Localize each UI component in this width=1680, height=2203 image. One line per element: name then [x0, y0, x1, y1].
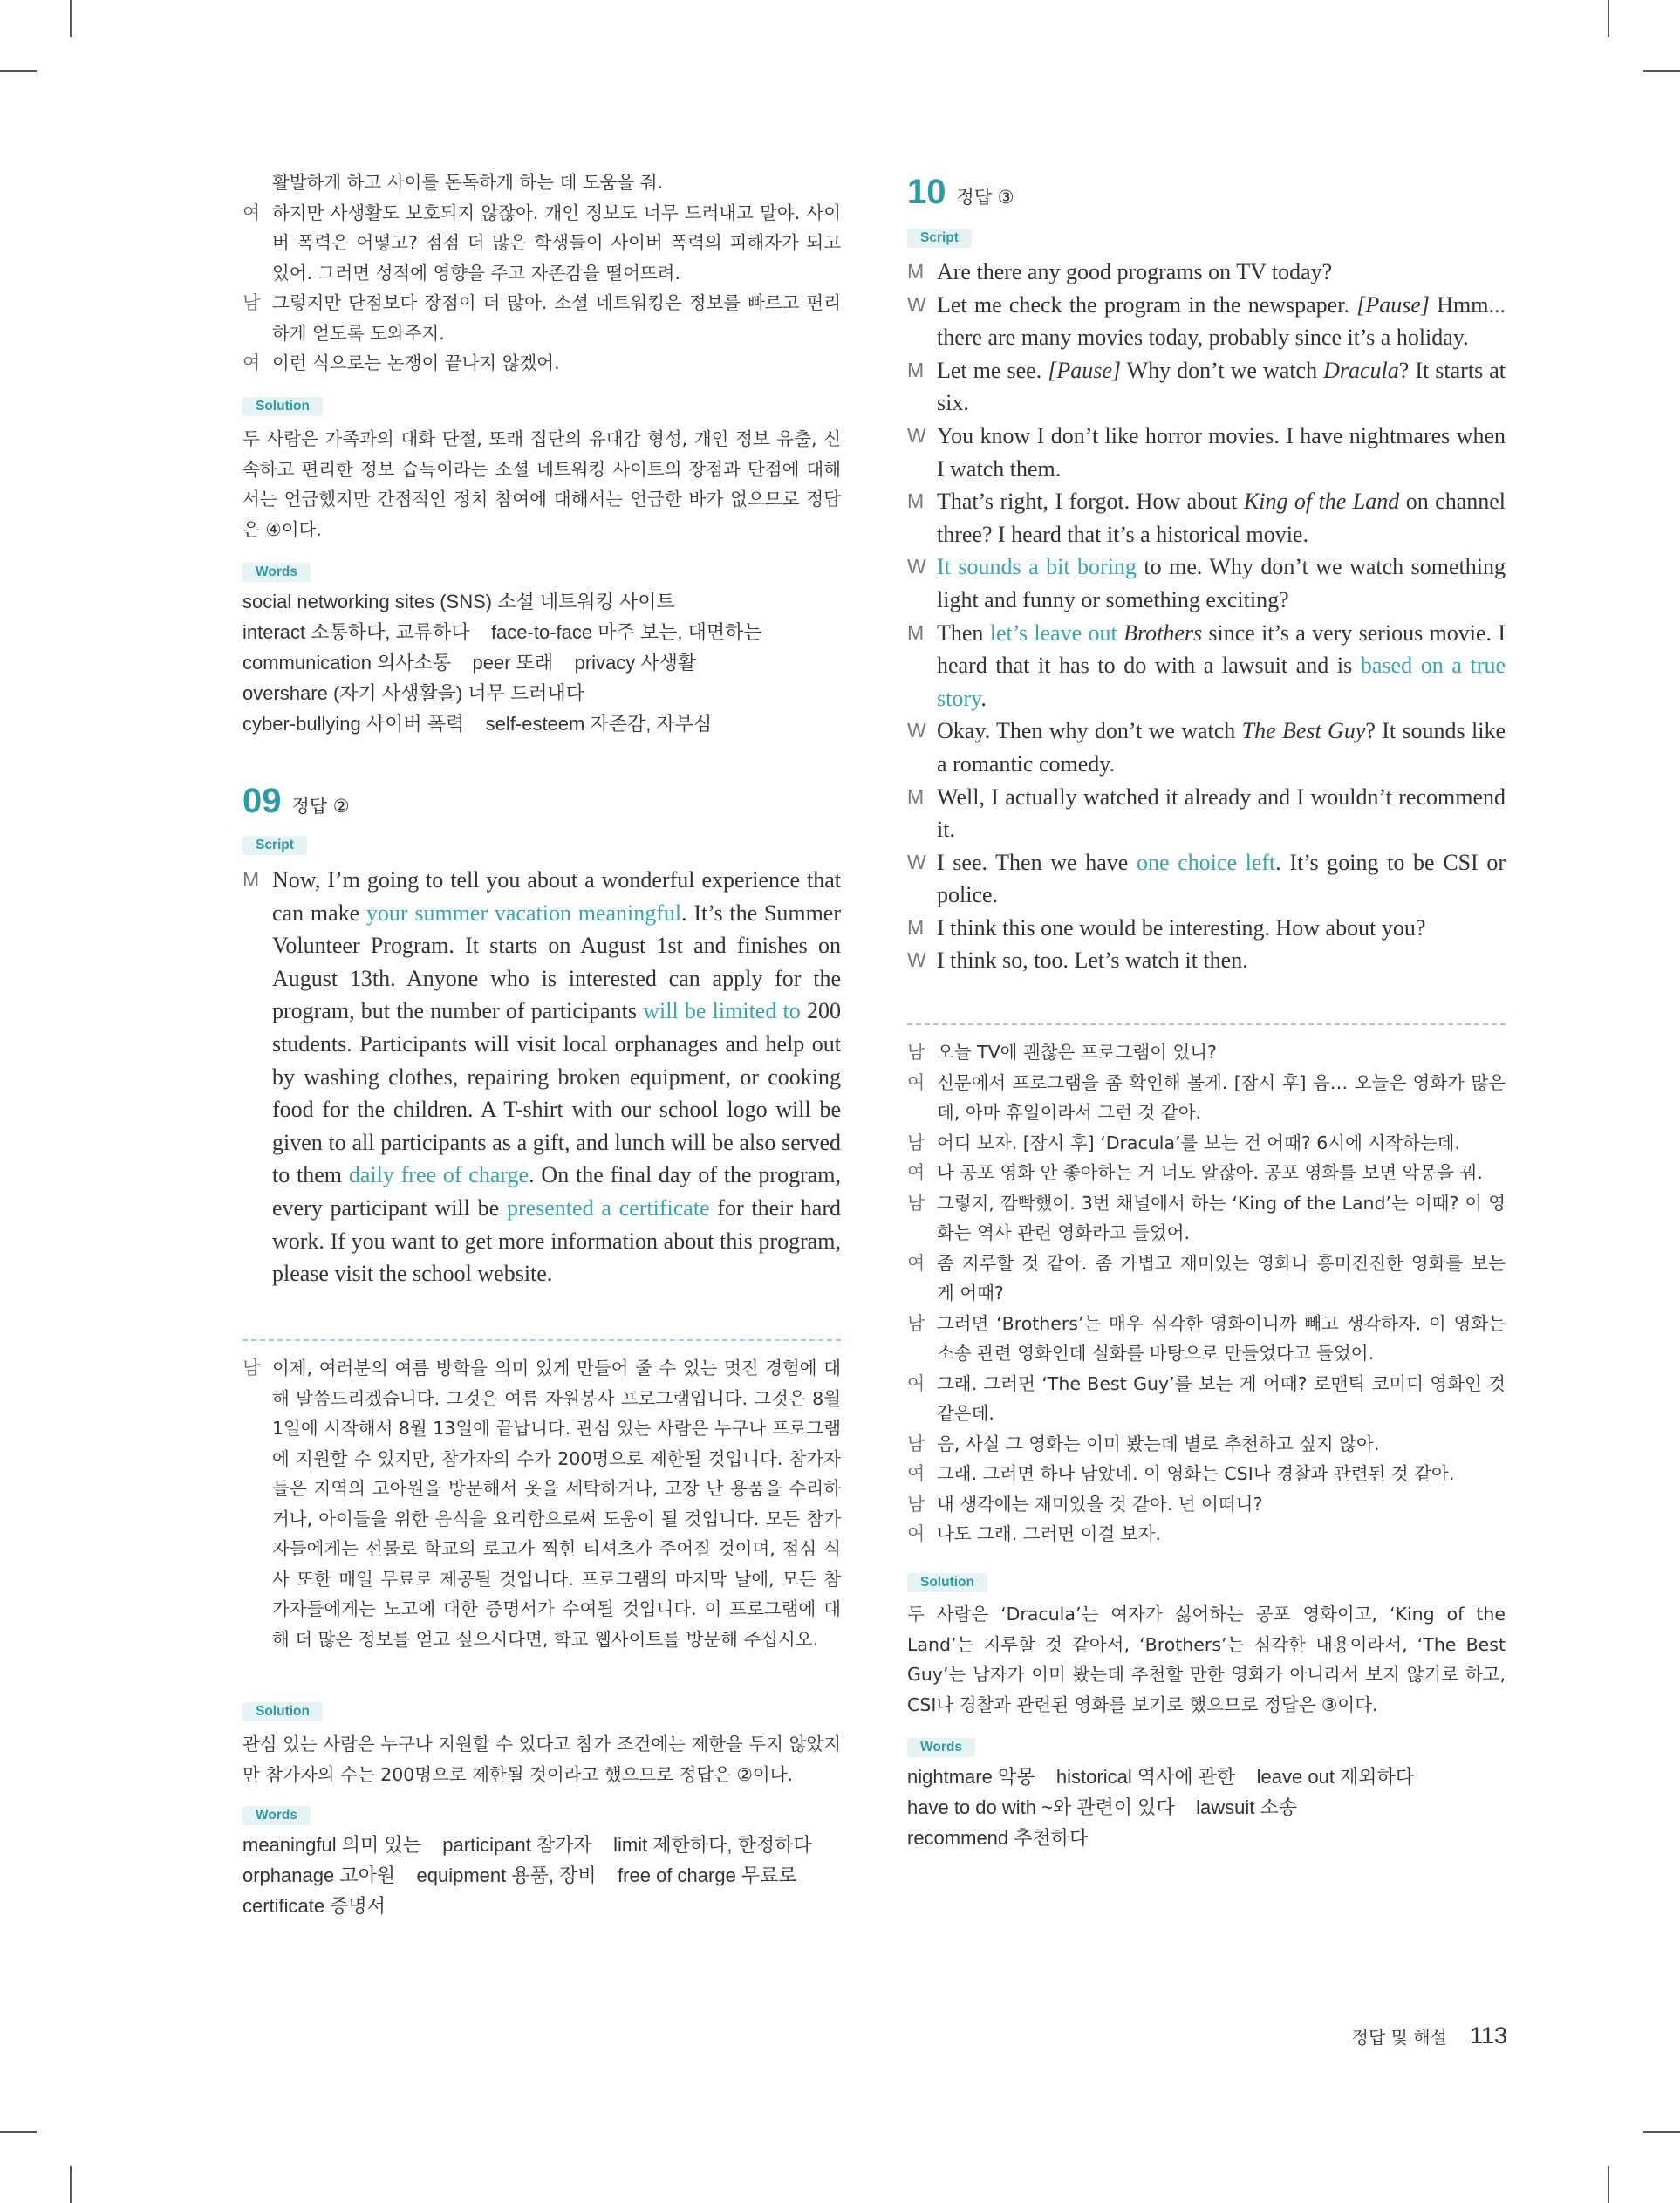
highlighted-phrase: let’s leave out — [989, 619, 1117, 646]
highlighted-phrase: your summer vacation meaningful — [365, 900, 682, 926]
highlighted-phrase: daily free of charge — [348, 1162, 529, 1188]
script-line — [907, 715, 1506, 780]
words-line: communication 의사소통 peer 또래 privacy 사생활 — [242, 652, 697, 674]
q09-translation — [242, 1353, 841, 1654]
translation-text: 내 생각에는 재미있을 것 같아. 넌 어떠니? — [937, 1493, 1263, 1515]
highlighted-phrase: based on a true story — [937, 653, 1506, 711]
script-fragment: for their hard work. If you want to get more information about this program, please visit the school website. — [272, 1194, 841, 1287]
speaker: 남 — [242, 292, 261, 313]
speaker: 남 — [907, 1312, 925, 1334]
translation-text: 신문에서 프로그램을 좀 확인해 볼게. [잠시 후] 음… 오늘은 영화가 많은데, 아마 휴일이라서 그런 것 같아. — [937, 1071, 1506, 1123]
script-line — [907, 420, 1506, 485]
translation-text: 나 공포 영화 안 좋아하는 거 너도 알잖아. 공포 영화를 보면 악몽을 꿔. — [937, 1162, 1483, 1183]
speaker — [242, 168, 272, 198]
words-line: nightmare 악몽 historical 역사에 관한 leave out 제외하다 — [907, 1766, 1415, 1788]
script-line — [907, 781, 1506, 846]
speaker: M — [907, 784, 925, 808]
words-line: social networking sites (SNS) 소셜 네트워킹 사이트 — [242, 591, 675, 612]
crop-mark — [1608, 2166, 1609, 2203]
speaker: 남 — [907, 1132, 925, 1153]
words-line: orphanage 고아원 equipment 용품, 장비 free of charge 무료로 — [242, 1864, 797, 1886]
q08-dialogue-end — [242, 168, 841, 379]
dialogue-text: 활발하게 하고 사이를 돈독하게 하는 데 도움을 줘. — [272, 172, 664, 193]
translation-line — [907, 1309, 1506, 1369]
speaker: 남 — [242, 1358, 261, 1379]
speaker: 여 — [907, 1071, 925, 1093]
script-fragment: Why don’t we watch — [1121, 357, 1324, 383]
translation-line — [907, 1158, 1506, 1188]
script-fragment: ? It starts at six. — [937, 357, 1506, 416]
speaker: 남 — [907, 1192, 925, 1214]
script-line — [907, 944, 1506, 977]
speaker: W — [907, 423, 926, 447]
words-line: recommend 추천하다 — [907, 1827, 1089, 1849]
script-fragment: You know I don’t like horror movies. I have nightmares when I watch them. — [937, 422, 1506, 482]
crop-mark — [70, 2166, 72, 2203]
script-text — [272, 864, 841, 1290]
highlighted-phrase: one choice left — [1136, 849, 1276, 875]
dialogue-line — [242, 168, 841, 198]
script-badge: Script — [242, 836, 307, 855]
crop-mark — [0, 2131, 37, 2133]
script-fragment: on channel three? I heard that it’s a historical movie. — [937, 489, 1506, 547]
question-answer: 정답 ② — [291, 796, 350, 817]
script-text — [937, 354, 1506, 420]
translation-line — [907, 1249, 1506, 1309]
translation-text: 음, 사실 그 영화는 이미 봤는데 별로 추천하고 싶지 않아. — [937, 1433, 1380, 1454]
crop-mark — [1643, 70, 1680, 72]
speaker: W — [907, 292, 926, 316]
translation-text: 좀 지루할 것 같아. 좀 가볍고 재미있는 영화나 흥미진진한 영화를 보는 게 어때? — [937, 1252, 1506, 1303]
italic-phrase: Brothers — [1123, 619, 1203, 646]
q09-header — [242, 782, 841, 820]
footer-label: 정답 및 해설 — [1351, 2027, 1447, 2048]
translation-text: 나도 그래. 그러면 이걸 보자. — [937, 1523, 1161, 1544]
speaker: M — [907, 915, 925, 939]
script-text — [937, 944, 1506, 977]
translation-text: 그래. 그러면 ‘The Best Guy’를 보는 게 어때? 로맨틱 코미디 영화인 것 같은데. — [937, 1372, 1506, 1424]
script-fragment: . It’s the Summer Volunteer Program. It starts on August 1st and finishes on August 13th. Anyone who is interested can apply for the program, but the number of participants — [272, 900, 842, 1024]
speaker: 남 — [907, 1042, 925, 1063]
italic-phrase: [Pause] — [1356, 291, 1430, 318]
script-text — [937, 420, 1506, 485]
question-answer: 정답 ③ — [956, 187, 1014, 208]
words-line: cyber-bullying 사이버 폭력 self-esteem 자존감, 자부심 — [242, 713, 713, 735]
speaker: M — [907, 260, 925, 283]
words-badge: Words — [242, 1806, 311, 1825]
question-number: 09 — [242, 782, 282, 820]
speaker: M — [907, 358, 925, 381]
speaker: M — [907, 620, 925, 644]
translation-line — [907, 1489, 1506, 1520]
question-number: 10 — [907, 173, 946, 211]
translation-text: 이제, 여러분의 여름 방학을 의미 있게 만들어 줄 수 있는 멋진 경험에 대해 말씀드리겠습니다. 그것은 여름 자원봉사 프로그램입니다. 그것은 8월 1일에 시작해서 8월 13일에 끝납니다. 관심 있는 사람은 누구나 프로그램에 지원할 수 있지만, 참가자의 수가 200명으로 제한될 것입니다. 참가자들은 지역의 고아원을 방문해서 옷을 세탁하거나, 고장 난 용품을 수리하거나, 아이들을 위한 음식을 요리함으로써 도움이 될 것입니다. 모든 참가자들에게는 선물로 학교의 로고가 찍힌 티셔츠가 주어질 것이며, 점심 식사 또한 매일 무료로 제공될 것입니다. 프로그램의 마지막 날에, 모든 참가자들에게는 노고에 대한 증명서가 수여될 것입니다. 이 프로그램에 대해 더 많은 정보를 얻고 싶으시다면, 학교 웹사이트를 방문해 주십시오. — [272, 1358, 842, 1650]
script-line — [907, 354, 1506, 420]
words-line: overshare (자기 사생활을) 너무 드러내다 — [242, 682, 584, 704]
translation-line — [907, 1519, 1506, 1550]
translation-line — [907, 1128, 1506, 1159]
script-fragment: 200 students. Participants will visit local orphanages and help out by washing clothes, repairing broken equipment, or cooking food for the children. A T-shirt with our school logo will be given to all participants as a gift, and lunch will be also served to them — [272, 998, 841, 1188]
script-fragment: Okay. Then why don’t we watch — [937, 718, 1242, 744]
speaker: W — [907, 555, 926, 578]
q10-solution: 두 사람은 ‘Dracula’는 여자가 싫어하는 공포 영화이고, ‘King of the Land’는 지루할 것 같아서, ‘Brothers’는 심각한 내용이라서, ‘The Best Guy’는 남자가 이미 봤는데 추천할 만한 영화가 아니라서 보지 않기로 하고, CSI나 경찰과 관련된 영화를 보기로 했으므로 정답은 ③이다. — [907, 1604, 1506, 1715]
crop-mark — [0, 70, 37, 72]
crop-mark — [1643, 2131, 1680, 2133]
highlighted-phrase: presented a certificate — [506, 1194, 710, 1221]
script-text — [937, 256, 1506, 289]
script-fragment: ? It sounds like a romantic comedy. — [937, 718, 1506, 777]
script-text — [937, 485, 1506, 551]
speaker: M — [242, 868, 260, 891]
translation-line — [907, 1429, 1506, 1460]
script-fragment: Let me check the program in the newspaper. — [937, 291, 1357, 318]
italic-phrase: [Pause] — [1048, 357, 1122, 383]
speaker: W — [907, 850, 926, 873]
speaker: 여 — [907, 1372, 925, 1394]
divider — [907, 1023, 1506, 1025]
dialogue-text: 이런 식으로는 논쟁이 끝나지 않겠어. — [272, 352, 560, 373]
script-line — [907, 617, 1506, 715]
q10-header — [907, 173, 1506, 211]
script-fragment: . On the final day of the program, every participant will be — [272, 1162, 841, 1221]
script-line — [907, 551, 1506, 616]
q09-solution: 관심 있는 사람은 누구나 지원할 수 있다고 참가 조건에는 제한을 두지 않았지만 참가자의 수는 200명으로 제한될 것이라고 했으므로 정답은 ②이다. — [242, 1734, 841, 1785]
speaker: 여 — [907, 1162, 925, 1183]
script-text — [937, 551, 1506, 616]
script-line — [907, 912, 1506, 945]
italic-phrase: King of the Land — [1243, 489, 1400, 515]
script-text — [937, 781, 1506, 846]
translation-text: 그렇지, 깜빡했어. 3번 채널에서 하는 ‘King of the Land’는 어때? 이 영화는 역사 관련 영화라고 들었어. — [937, 1192, 1506, 1243]
dialogue-line — [242, 288, 841, 348]
speaker: 여 — [907, 1463, 925, 1484]
script-badge: Script — [907, 229, 972, 248]
translation-text: 오늘 TV에 괜찮은 프로그램이 있니? — [937, 1042, 1217, 1063]
speaker: 남 — [907, 1493, 925, 1515]
script-text — [937, 289, 1506, 354]
italic-phrase: The Best Guy — [1241, 718, 1366, 744]
script-line — [907, 846, 1506, 912]
words-line: interact 소통하다, 교류하다 face-to-face 마주 보는, 대면하는 — [242, 621, 762, 643]
speaker: W — [907, 719, 926, 742]
translation-line — [907, 1188, 1506, 1249]
divider — [242, 1339, 841, 1341]
script-fragment: Let me see. — [937, 357, 1048, 383]
q09-script — [242, 864, 841, 1290]
script-line — [907, 256, 1506, 289]
script-fragment: . — [980, 685, 987, 711]
dialogue-text: 그렇지만 단점보다 장점이 더 많아. 소셜 네트워킹은 정보를 빠르고 편리하게 얻도록 도와주지. — [272, 292, 841, 344]
q08-words — [242, 586, 841, 739]
script-fragment: Now, I’m going to tell you about a wonderful experience that can make — [272, 867, 841, 926]
script-text — [937, 617, 1506, 715]
words-line: meaningful 의미 있는 participant 참가자 limit 제한하다, 한정하다 — [242, 1834, 812, 1856]
words-line: certificate 증명서 — [242, 1895, 386, 1917]
highlighted-phrase: will be limited to — [643, 998, 801, 1024]
words-badge: Words — [907, 1738, 975, 1757]
script-fragment: I think so, too. Let’s watch it then. — [937, 948, 1248, 974]
translation-text: 어디 보자. [잠시 후] ‘Dracula’를 보는 건 어때? 6시에 시작하는데. — [937, 1132, 1460, 1153]
script-fragment: Are there any good programs on TV today? — [937, 259, 1333, 284]
speaker: W — [907, 948, 926, 972]
script-fragment: Then — [937, 619, 990, 646]
q09-words — [242, 1830, 841, 1921]
solution-badge: Solution — [242, 1702, 323, 1721]
script-fragment: Hmm... there are many movies today, probably since it’s a holiday. — [937, 291, 1506, 351]
translation-line — [907, 1037, 1506, 1068]
dialogue-line — [242, 198, 841, 289]
script-text — [937, 846, 1506, 912]
solution-badge: Solution — [907, 1573, 987, 1592]
script-line — [907, 485, 1506, 551]
translation-line — [907, 1068, 1506, 1128]
script-fragment: I think this one would be interesting. How about you? — [937, 914, 1426, 941]
script-fragment: since it’s a very serious movie. I heard that it has to do with a lawsuit and is — [937, 619, 1506, 679]
words-badge: Words — [242, 563, 311, 582]
translation-text: 그러면 ‘Brothers’는 매우 심각한 영화이니까 빼고 생각하자. 이 영화는 소송 관련 영화인데 실화를 바탕으로 만들었다고 들었어. — [937, 1312, 1506, 1364]
script-fragment: Well, I actually watched it already and I wouldn’t recommend it. — [937, 783, 1506, 843]
q10-translation — [907, 1037, 1506, 1550]
speaker: 여 — [242, 352, 261, 373]
speaker: 여 — [907, 1523, 925, 1544]
script-line — [907, 289, 1506, 354]
script-text — [937, 912, 1506, 945]
translation-line — [907, 1369, 1506, 1429]
crop-mark — [70, 0, 72, 37]
dialogue-text: 하지만 사생활도 보호되지 않잖아. 개인 정보도 너무 드러내고 말야. 사이버 폭력은 어떻고? 점점 더 많은 학생들이 사이버 폭력의 피해자가 되고 있어. 그러면 성적에 영향을 주고 자존감을 떨어뜨려. — [272, 202, 841, 284]
q10-script — [907, 256, 1506, 977]
page-footer — [1352, 2022, 1507, 2049]
crop-mark — [1608, 0, 1609, 37]
words-line: have to do with ~와 관련이 있다 lawsuit 소송 — [907, 1796, 1297, 1818]
highlighted-phrase: It sounds a bit boring — [937, 554, 1137, 580]
dialogue-line — [242, 348, 841, 379]
translation-line — [907, 1459, 1506, 1489]
speaker: 여 — [242, 202, 261, 223]
script-fragment: to me. Why don’t we watch something light and funny or something exciting? — [937, 554, 1506, 612]
translation-text: 그래. 그러면 하나 남았네. 이 영화는 CSI나 경찰과 관련된 것 같아. — [937, 1463, 1455, 1484]
script-fragment: That’s right, I forgot. How about — [937, 489, 1244, 515]
script-fragment — [1117, 620, 1123, 646]
q10-words — [907, 1762, 1506, 1853]
script-fragment: . It’s going to be CSI or police. — [937, 849, 1506, 908]
speaker: 남 — [907, 1433, 925, 1454]
script-text — [937, 715, 1506, 780]
speaker: M — [907, 489, 925, 513]
page-number: 113 — [1469, 2022, 1507, 2049]
italic-phrase: Dracula — [1323, 357, 1399, 383]
solution-badge: Solution — [242, 397, 323, 416]
q08-solution: 두 사람은 가족과의 대화 단절, 또래 집단의 유대감 형성, 개인 정보 유출, 신속하고 편리한 정보 습득이라는 소셜 네트워킹 사이트의 장점과 단점에 대해서는 언급했지만 간접적인 정치 참여에 대해서는 언급한 바가 없으므로 정답은 ④이다. — [242, 428, 841, 540]
speaker: 여 — [907, 1252, 925, 1274]
script-fragment: I see. Then we have — [937, 849, 1137, 875]
